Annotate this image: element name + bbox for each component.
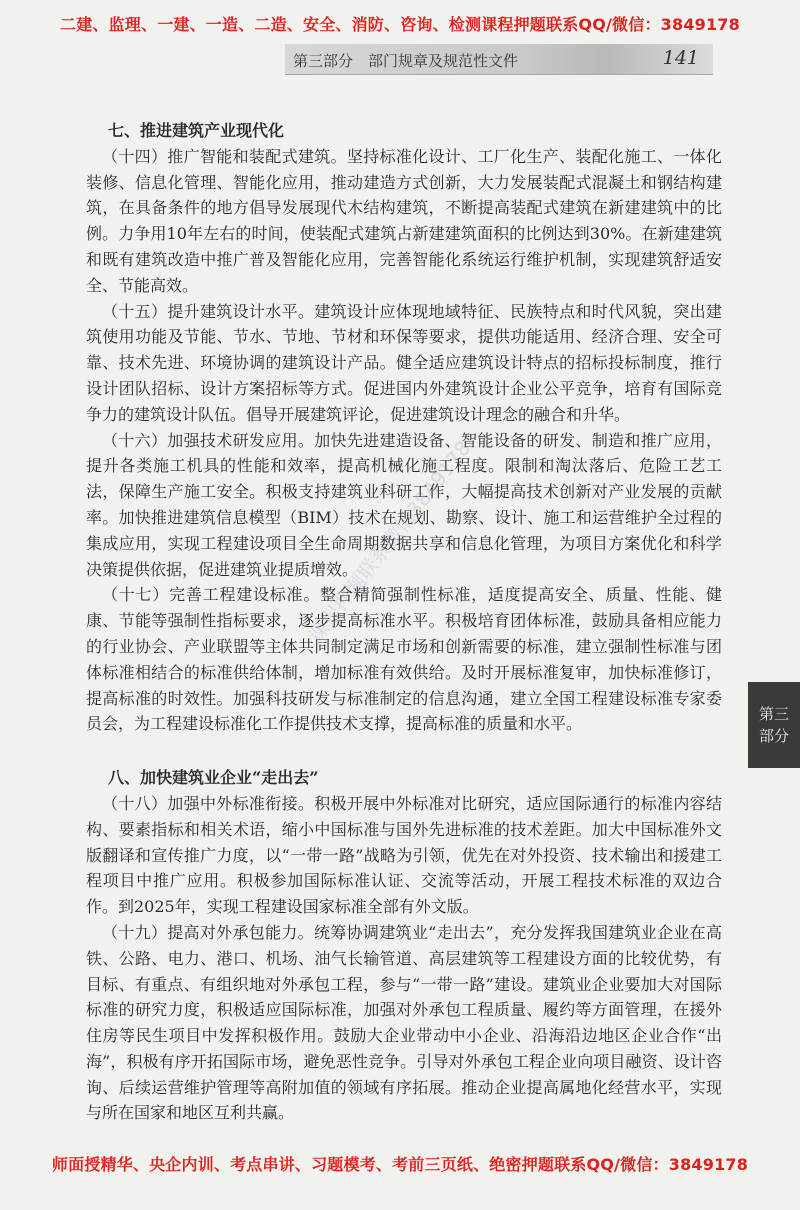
paragraph-15: （十五）提升建筑设计水平。建筑设计应体现地域特征、民族特点和时代风貌，突出建筑使用功能及节能、节水、节地、节材和环保等要求，提供功能适用、经济合理、安全可靠、技术先进、环境协调的建筑设计产品。健全适应建筑设计特点的招标投标制度，推行设计团队招标、设计方案招标等方式。促进国内外建筑设计企业公平竞争，培育有国际竞争力的建筑设计队伍。倡导开展建筑评论，促进建筑设计理念的融合和升华。: [86, 301, 722, 424]
section-heading-8: 八、加快建筑业企业“走出去”: [108, 768, 319, 788]
running-header: [285, 44, 713, 75]
paragraph-17: （十七）完善工程建设标准。整合精简强制性标准，适度提高安全、质量、性能、健康、节能等强制性指标要求，逐步提高标准水平。积极培育团体标准，鼓励具备相应能力的行业协会、产业联盟等主体共同制定满足市场和创新需要的标准，建立强制性标准与团体标准相结合的标准供给体制，增加标准有效供给。及时开展标准复审，加快标准修订，提高标准的时效性。加强科技研发与标准制定的信息沟通，建立全国工程建设标准专家委员会，为工程建设标准化工作提供技术支撑，提高标准的质量和水平。: [86, 585, 722, 734]
paragraph-16: （十六）加强技术研发应用。加快先进建造设备、智能设备的研发、制造和推广应用，提升各类施工机具的性能和效率，提高机械化施工程度。限制和淘汰落后、危险工艺工法，保障生产施工安全。积极支持建筑业科研工作，大幅提高技术创新对产业发展的贡献率。加快推进建筑信息模型（BIM）技术在规划、勘察、设计、施工和运营维护全过程的集成应用，实现工程建设项目全生命周期数据共享和信息化管理，为项目方案优化和科学决策提供依据，促进建筑业提质增效。: [86, 430, 722, 579]
diagonal-watermark: 课程押题联系微信3849178: [303, 436, 476, 648]
paragraph-14: （十四）推广智能和装配式建筑。坚持标准化设计、工厂化生产、装配化施工、一体化装修、信息化管理、智能化应用，推动建造方式创新，大力发展装配式混凝土和钢结构建筑，在具备条件的地方倡导发展现代木结构建筑，不断提高装配式建筑在新建建筑中的比例。力争用10年左右的时间，使装配式建筑占新建建筑面积的比例达到30%。在新建建筑和既有建筑改造中推广普及智能化应用，完善智能化系统运行维护机制，实现建筑舒适安全、节能高效。: [86, 146, 722, 295]
side-tab-label: 第三部分: [758, 705, 789, 745]
page-number: 141: [662, 47, 699, 69]
paragraph-19: （十九）提高对外承包能力。统筹协调建筑业“走出去”，充分发挥我国建筑业企业在高铁、公路、电力、港口、机场、油气长输管道、高层建筑等工程建设方面的比较优势，有目标、有重点、有组织地对外承包工程，参与“一带一路”建设。建筑业企业要加大对国际标准的研究力度，积极适应国际标准，加强对外承包工程质量、履约等方面管理，在援外住房等民生项目中发挥积极作用。鼓励大企业带动中小企业、沿海沿边地区企业合作“出海”，积极有序开拓国际市场，避免恶性竞争。引导对外承包工程企业向项目融资、设计咨询、后续运营维护管理等高附加值的领域有序拓展。推动企业提高属地化经营水平，实现与所在国家和地区互利共赢。: [86, 922, 722, 1123]
section-spacer: [86, 737, 722, 765]
section-side-tab: [748, 682, 800, 768]
promo-banner-bottom: 师面授精华、央企内训、考点串讲、习题模考、考前三页纸、绝密押题联系QQ/微信：3849178: [51, 1155, 749, 1174]
paragraph-18: （十八）加强中外标准衔接。积极开展中外标准对比研究，适应国际通行的标准内容结构、要素指标和相关术语，缩小中国标准与国外先进标准的技术差距。加大中国标准外文版翻译和宣传推广力度，以“一带一路”战略为引领，优先在对外投资、技术输出和援建工程项目中推广应用。积极参加国际标准认证、交流等活动，开展工程技术标准的双边合作。到2025年，实现工程建设国家标准全部有外文版。: [86, 793, 722, 917]
section-heading-7: 七、推进建筑产业现代化: [108, 121, 285, 140]
page-body: [86, 118, 722, 1126]
header-section-title: 第三部分 部门规章及规范性文件: [293, 52, 519, 70]
promo-banner-top: 二建、监理、一建、一造、二造、安全、消防、咨询、检测课程押题联系QQ/微信：3849178: [60, 15, 740, 34]
